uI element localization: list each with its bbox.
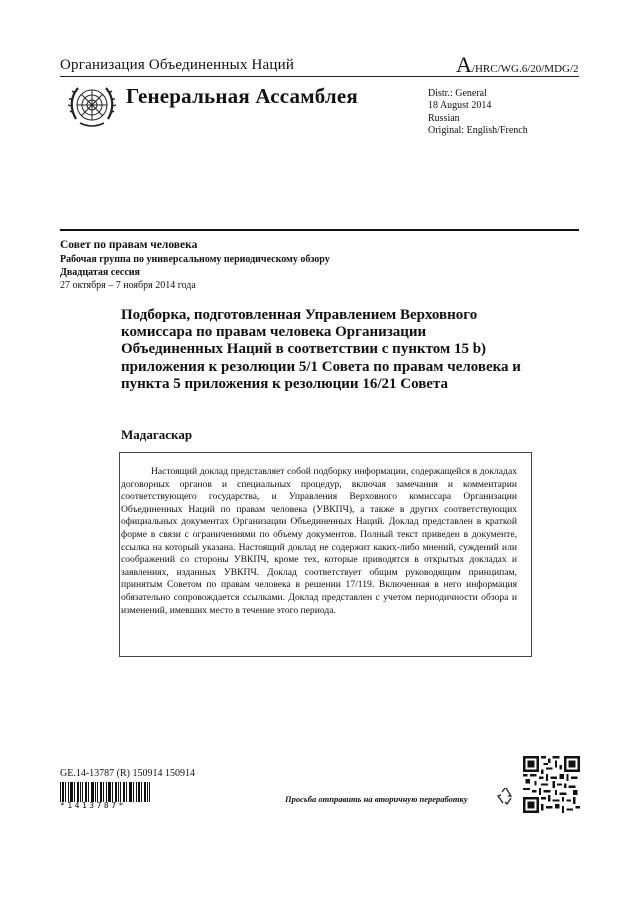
session-name: Двадцатая сессия [60, 267, 140, 278]
document-title: Подборка, подготовленная Управлением Верховного комиссара по правам человека Организации Объединенных Наций в соответствии с пунктом 15 b) приложения к резолюции 5/1 Совета по правам человека и пункта 5 приложения к резолюции 16/21 Совета [121, 307, 521, 392]
distribution-original: Original: English/French [428, 125, 528, 137]
summary-text: Настоящий доклад представляет собой подборку информации, содержащейся в докладах договорных органов и специальных процедур, включая замечания и комментарии соответствующего государства, и Управления Верховного комиссара Организации Объединенных Наций по правам человека (УВКПЧ), а также в других соответствующих официальных документах Организации Объединенных Наций. Доклад представлен в краткой форме в связи с ограничениями по объему документов. Полный текст приведен в документе, ссылка на который указана. Настоящий доклад не содержит каких-либо мнений, суждений или соображений со стороны УВКПЧ, кроме тех, которые приводятся в открытых докладах и заявлениях, изданных УВКПЧ. Доклад соответствует общим руководящим принципам, принятым Советом по правам человека в решении 17/119. Включенная в него информация обязательно сопровождается ссылками. Доклад представлен с учетом периодичности обзора и изменений, имевших место в течение этого периода. [121, 466, 517, 616]
general-assembly-title: Генеральная Ассамблея [126, 84, 358, 108]
barcode-image [60, 782, 150, 802]
barcode-number: *1413787* [60, 801, 126, 810]
council-name: Совет по правам человека [60, 239, 198, 251]
recycle-note: Просьба отправить на вторичную переработку [285, 794, 468, 804]
recycle-icon [496, 786, 516, 806]
session-dates: 27 октября – 7 ноября 2014 года [60, 280, 196, 291]
country-heading: Мадагаскар [121, 427, 193, 442]
symbol-code: /HRC/WG.6/20/MDG/2 [471, 63, 579, 75]
section-rule [60, 229, 579, 231]
document-symbol [456, 52, 579, 78]
distribution-line: Distr.: General [428, 88, 487, 99]
distribution-block [428, 88, 528, 138]
distribution-date: 18 August 2014 [428, 100, 492, 112]
header-rule [60, 76, 579, 77]
qr-code [523, 756, 580, 813]
document-number: GE.14-13787 (R) 150914 150914 [60, 768, 195, 779]
symbol-letter: A [456, 52, 472, 77]
organization-name: Организация Объединенных Наций [60, 57, 295, 73]
working-group-name: Рабочая группа по универсальному периодическому обзору [60, 254, 330, 265]
un-emblem-icon [66, 79, 118, 131]
distribution-language: Russian [428, 112, 460, 124]
